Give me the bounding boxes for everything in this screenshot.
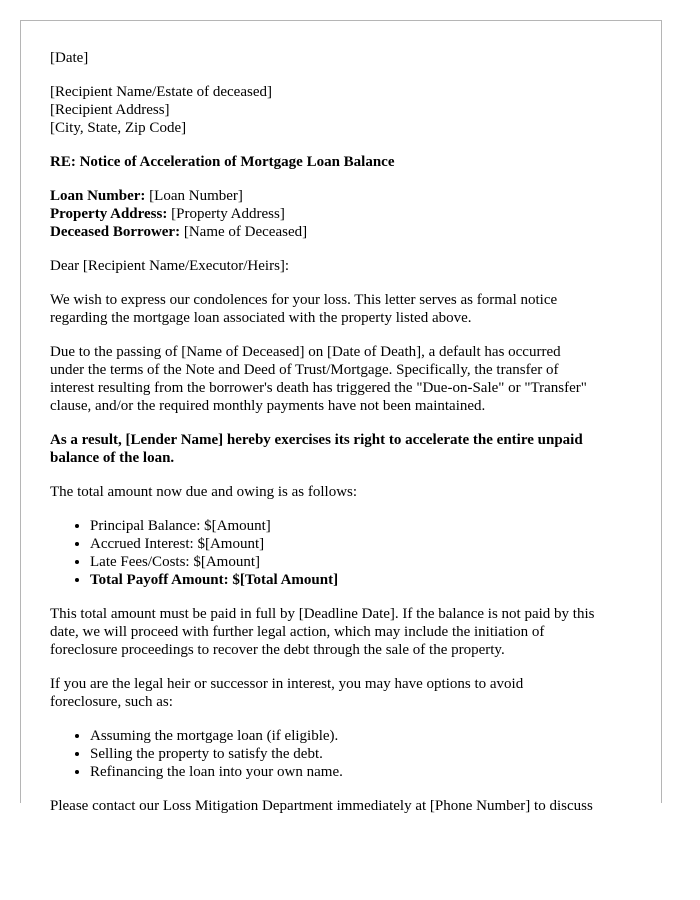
recipient-city: [City, State, Zip Code] xyxy=(50,120,187,136)
deceased-borrower-value: [Name of Deceased] xyxy=(180,224,308,240)
letter-page xyxy=(20,20,662,814)
deceased-borrower-row xyxy=(50,223,632,241)
recipient-block xyxy=(50,83,632,137)
paragraph-line: interest resulting from the borrower's death has triggered the "Due-on-Sale" or "Transfer" xyxy=(50,380,587,396)
paragraph-line: clause, and/or the required monthly payments have not been maintained. xyxy=(50,398,486,414)
paragraph-line: Due to the passing of [Name of Deceased] on [Date of Death], a default has occurred xyxy=(50,344,561,360)
total-payoff: Total Payoff Amount: $[Total Amount] xyxy=(90,572,339,588)
subject-text: RE: Notice of Acceleration of Mortgage Loan Balance xyxy=(50,154,395,170)
paragraph-line: foreclosure proceedings to recover the debt through the sale of the property. xyxy=(50,642,505,658)
letter-body xyxy=(21,21,661,815)
loan-number-label: Loan Number: xyxy=(50,188,146,204)
list-item: • Principal Balance: $[Amount] xyxy=(90,517,632,535)
amount-intro: The total amount now due and owing is as follows: xyxy=(50,484,358,500)
deceased-borrower-label: Deceased Borrower: xyxy=(50,224,181,240)
list-item: • Refinancing the loan into your own name. xyxy=(90,763,632,781)
options-paragraph xyxy=(50,675,632,711)
list-item: • Assuming the mortgage loan (if eligible). xyxy=(90,727,632,745)
options-list xyxy=(50,727,632,781)
loan-number-value: [Loan Number] xyxy=(145,188,243,204)
list-item: • Accrued Interest: $[Amount] xyxy=(90,535,632,553)
paragraph-line: If you are the legal heir or successor in interest, you may have options to avoid xyxy=(50,676,524,692)
amount-list xyxy=(50,517,632,589)
paragraph-line: date, we will proceed with further legal action, which may include the initiation of xyxy=(50,624,545,640)
deadline-paragraph xyxy=(50,605,632,659)
default-paragraph xyxy=(50,343,632,415)
loan-number-row xyxy=(50,187,632,205)
paragraph-line: This total amount must be paid in full by [Deadline Date]. If the balance is not paid by this xyxy=(50,606,595,622)
list-item: • Late Fees/Costs: $[Amount] xyxy=(90,553,632,571)
subject-line xyxy=(50,153,632,171)
paragraph-line: under the terms of the Note and Deed of Trust/Mortgage. Specifically, the transfer of xyxy=(50,362,559,378)
paragraph-line: balance of the loan. xyxy=(50,450,175,466)
condolence-paragraph xyxy=(50,291,632,327)
truncated-paragraph: Please contact our Loss Mitigation Department immediately at [Phone Number] to discuss xyxy=(50,798,593,814)
property-address-value: [Property Address] xyxy=(167,206,285,222)
list-item xyxy=(90,571,632,589)
list-item: • Selling the property to satisfy the debt. xyxy=(90,745,632,763)
loan-details xyxy=(50,187,632,241)
recipient-name: [Recipient Name/Estate of deceased] xyxy=(50,84,272,100)
letter-date: [Date] xyxy=(50,50,89,66)
property-address-row xyxy=(50,205,632,223)
paragraph-line: regarding the mortgage loan associated with the property listed above. xyxy=(50,310,472,326)
paragraph-line: As a result, [Lender Name] hereby exercises its right to accelerate the entire unpaid xyxy=(50,432,583,448)
salutation: Dear [Recipient Name/Executor/Heirs]: xyxy=(50,258,290,274)
paragraph-line: foreclosure, such as: xyxy=(50,694,173,710)
recipient-address: [Recipient Address] xyxy=(50,102,170,118)
paragraph-line: We wish to express our condolences for your loss. This letter serves as formal notice xyxy=(50,292,558,308)
acceleration-paragraph xyxy=(50,431,632,467)
property-address-label: Property Address: xyxy=(50,206,168,222)
